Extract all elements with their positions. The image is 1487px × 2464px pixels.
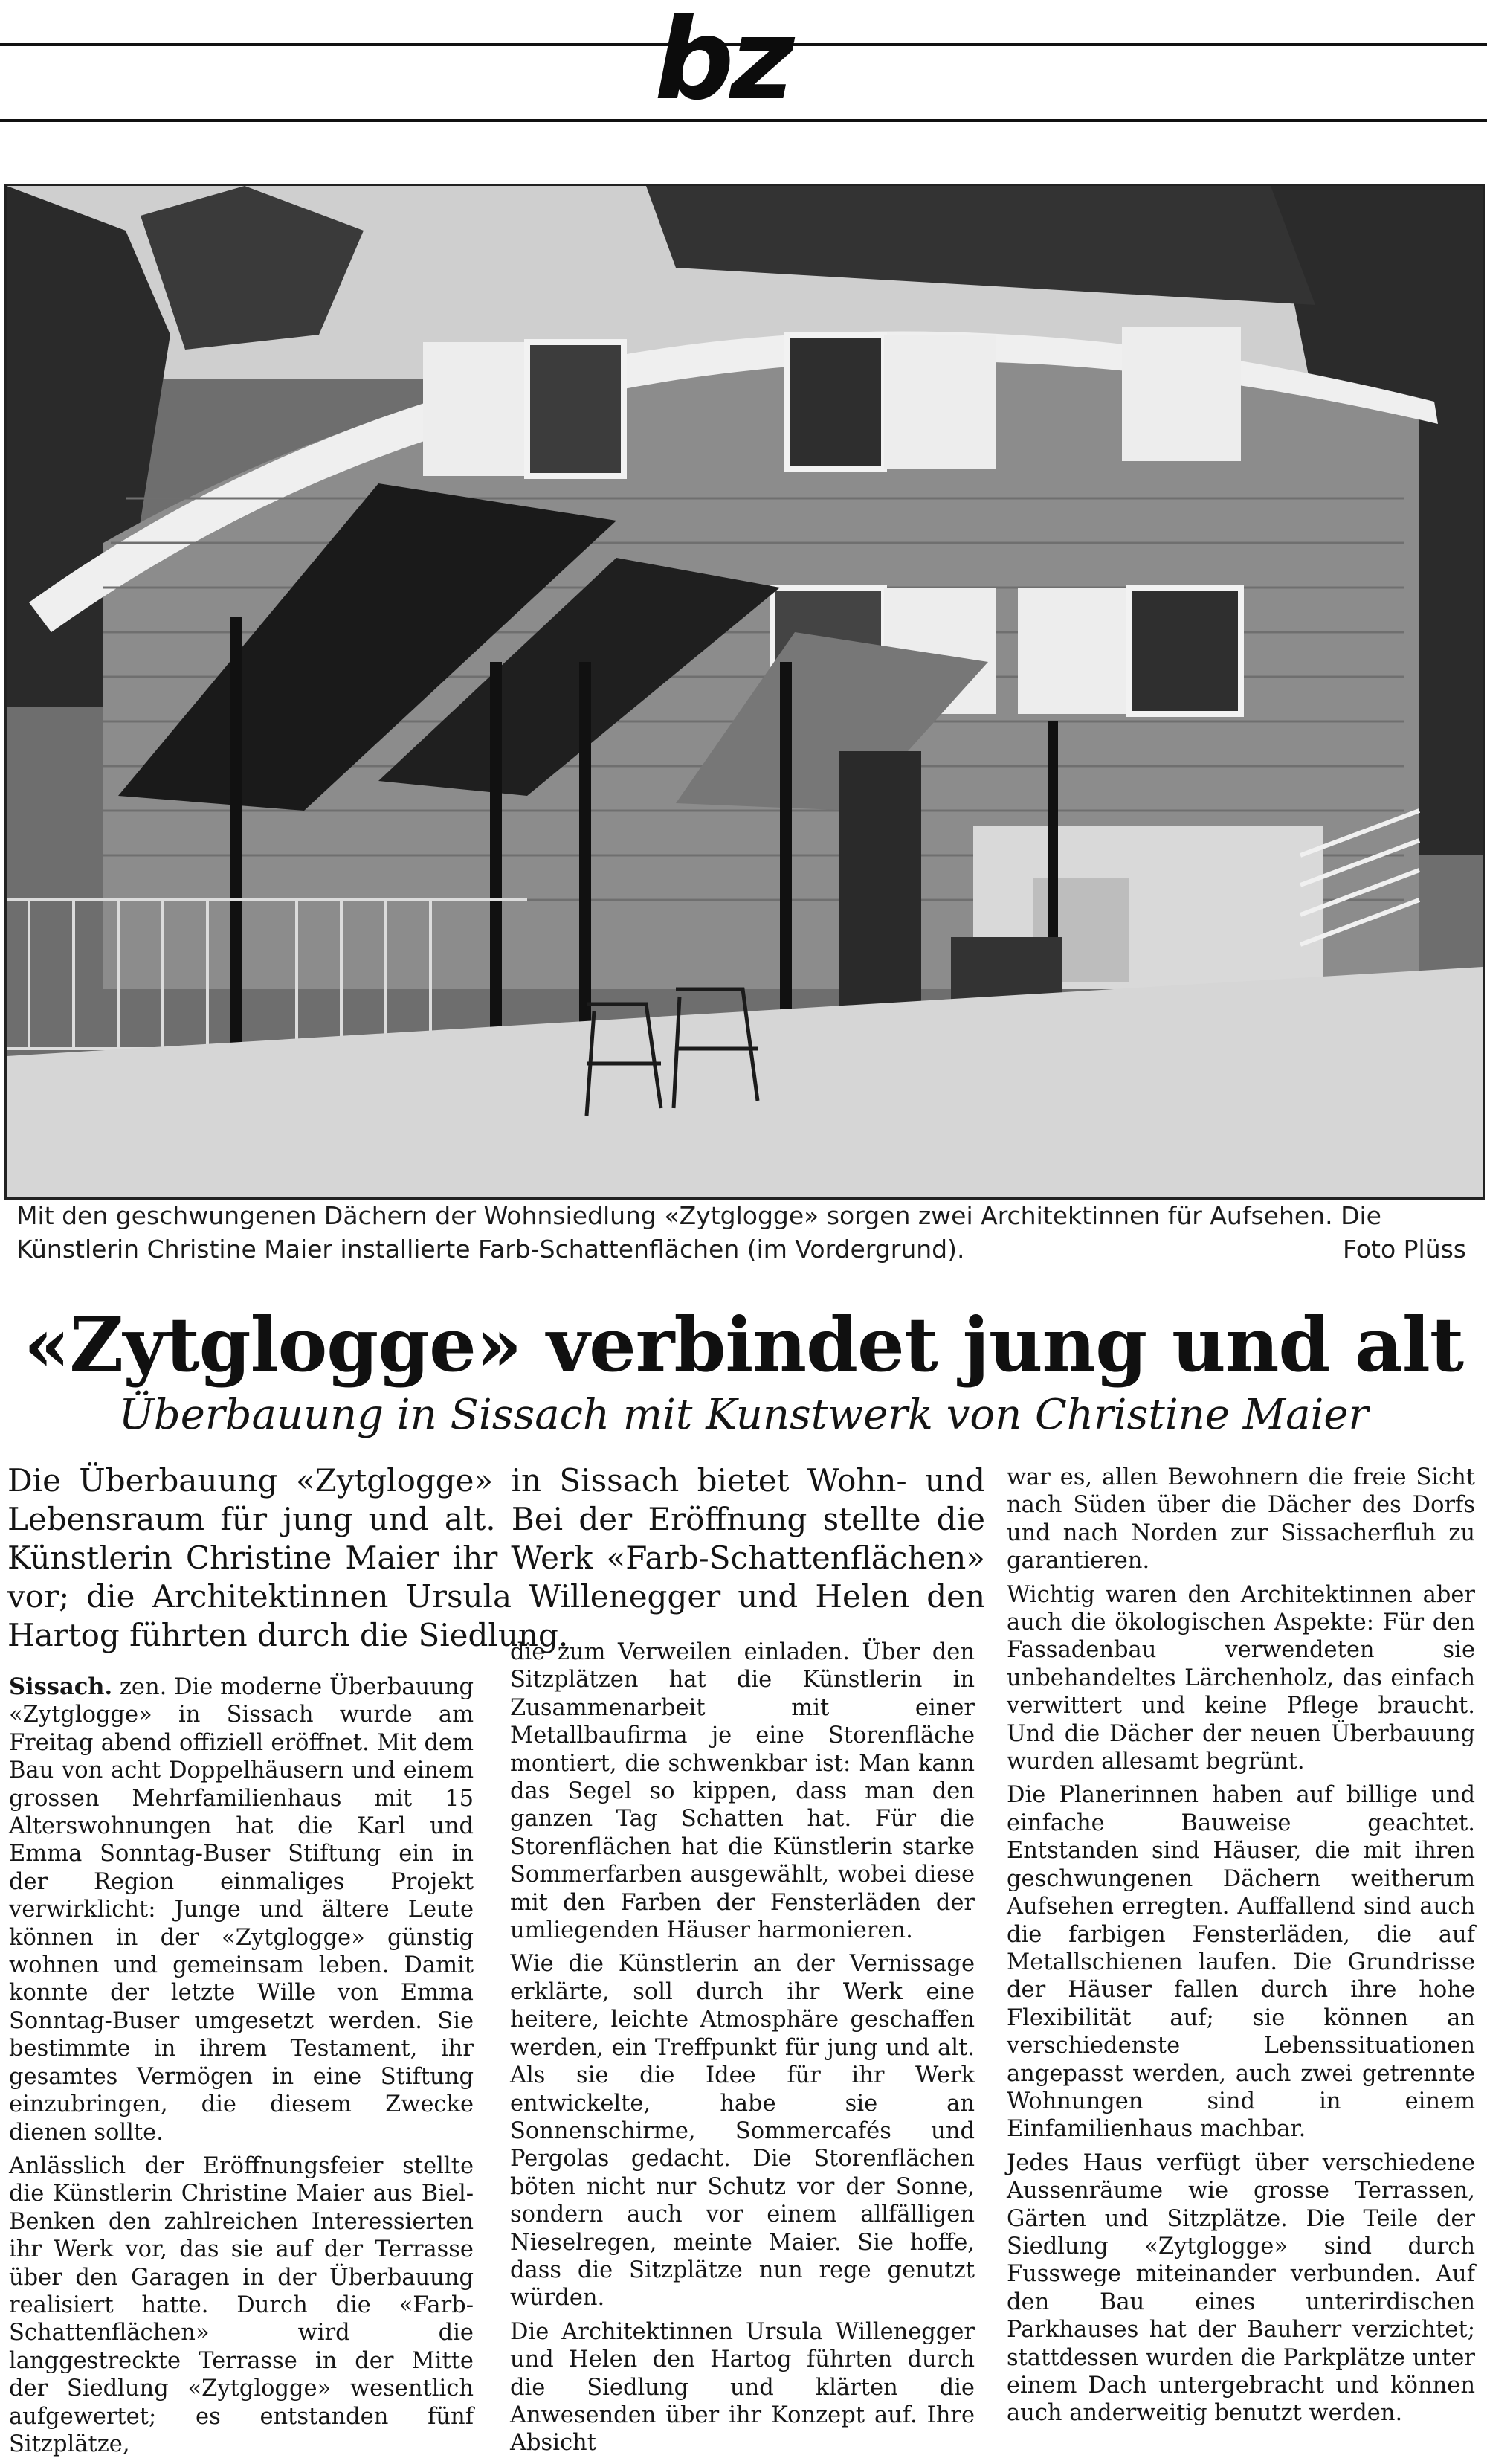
caption-text: Mit den geschwungenen Dächern der Wohnsiedlung «Zytglogge» sorgen zwei Architektinnen für Aufsehen. Die Künstlerin Christine Maier installierte Farb-Schattenflächen (im Vordergrund).	[16, 1201, 1381, 1264]
handwritten-note	[119, 0, 1160, 45]
paragraph-text: zen. Die moderne Überbauung «Zytglogge» in Sissach wurde am Freitag abend offiziell eröffnet. Mit dem Bau von acht Doppelhäusern und einem grossen Mehrfamilienhaus mit 15 Alterswohnungen hat die Karl und Emma Sonntag-Buser Stiftung ein in der Region einmaliges Projekt verwirklicht: Junge und ältere Leute können in der «Zytglogge» günstig wohnen und gemeinsam leben. Damit konnte der letzte Wille von Emma Sonntag-Buser umgesetzt werden. Sie bestimmte in ihrem Testament, ihr gesamtes Vermögen in eine Stiftung einzubringen, die diesem Zwecke dienen sollte.	[9, 1674, 474, 2146]
paragraph: war es, allen Bewohnern die freie Sicht nach Süden über die Dächer des Dorfs und nach Norden zur Sissacherfluh zu garantieren.	[1007, 1464, 1475, 1574]
house-photo-illustration	[7, 186, 1483, 1197]
article-photo	[4, 184, 1485, 1200]
article-column-2	[510, 1638, 975, 2463]
paragraph: Wichtig waren den Architektinnen aber auch die ökologischen Aspekte: Für den Fassadenbau verwendeten sie unbehandeltes Lärchenholz, das einfach verwittert und keine Pflege braucht. Und die Dächer der neuen Überbauung wurden allesamt begrünt.	[1007, 1581, 1475, 1775]
article-column-3	[1007, 1464, 1475, 2434]
photo-credit: Foto Plüss	[1343, 1235, 1466, 1264]
article-column-1	[9, 1673, 474, 2464]
paragraph: Die Planerinnen haben auf billige und einfache Bauweise geachtet. Entstanden sind Häuser, die mit ihren geschwungenen Dächern weitherum Aufsehen erregten. Auffallend sind auch die farbigen Fensterläden, die auf Metallschienen laufen. Die Grundrisse der Häuser fallen durch ihre hohe Flexibilität auf; sie können an verschiedenste Lebenssituationen angepasst werden, auch zwei getrennte Wohnungen sind in einem Einfamilienhaus machbar.	[1007, 1782, 1475, 2143]
paragraph: Die Architektinnen Ursula Willenegger und Helen den Hartog führten durch die Siedlung und klärten die Anwesenden über ihr Konzept auf. Ihre Absicht	[510, 2318, 975, 2457]
paragraph: Anlässlich der Eröffnungsfeier stellte die Künstlerin Christine Maier aus Biel-Benken den zahlreichen Interessierten ihr Werk vor, das sie auf der Terrasse über den Garagen in der Überbauung realisiert hatte. Durch die «Farb-Schattenflächen» wird die langgestreckte Terrasse in der Mitte der Siedlung «Zytglogge» wesentlich aufgewertet; es entstanden fünf Sitzplätze,	[9, 2152, 474, 2457]
photo-caption	[16, 1199, 1474, 1266]
dateline: Sissach.	[9, 1673, 113, 1700]
paragraph: die zum Verweilen einladen. Über den Sitzplätzen hat die Künstlerin in Zusammenarbeit mit einer Metallbaufirma je eine Storenfläche montiert, die schwenkbar ist: Man kann das Segel so kippen, dass man den ganzen Tag Schatten hat. Für die Storenflächen hat die Künstlerin starke Sommerfarben ausgewählt, wobei diese mit den Farben der Fensterläden der umliegenden Häuser harmonieren.	[510, 1639, 975, 1944]
paragraph: Wie die Künstlerin an der Vernissage erklärte, soll durch ihr Werk eine heitere, leichte Atmosphäre geschaffen werden, ein Treffpunkt für jung und alt. Als sie die Idee für ihr Werk entwickelte, habe sie an Sonnenschirme, Sommercafés und Pergolas gedacht. Die Storenflächen böten nicht nur Schutz vor der Sonne, sondern auch vor einem allfälligen Nieselregen, meinte Maier. Sie hoffe, dass die Sitzplätze nun rege genutzt würden.	[510, 1951, 975, 2312]
paragraph	[9, 1673, 474, 2146]
paragraph: Jedes Haus verfügt über verschiedene Aussenräume wie grosse Terrassen, Gärten und Sitzplätze. Die Teile der Siedlung «Zytglogge» sind durch Fusswege miteinander verbunden. Auf den Bau eines unterirdischen Parkhauses hat der Bauherr verzichtet; stattdessen wurden die Parkplätze unter einem Dach untergebracht und können auch anderweitig benutzt werden.	[1007, 2149, 1475, 2427]
subheadline: Überbauung in Sissach mit Kunstwerk von Christine Maier	[118, 1391, 1369, 1439]
masthead-logo: bz	[654, 0, 790, 125]
headline: «Zytglogge» verbindet jung und alt	[23, 1301, 1464, 1389]
lead-paragraph: Die Überbauung «Zytglogge» in Sissach bietet Wohn- und Lebensraum für jung und alt. Bei der Eröffnung stellte die Künstlerin Christine Maier ihr Werk «Farb-Schattenflächen» vor; die Architektinnen Ursula Willenegger und Helen den Hartog führten durch die Siedlung.	[7, 1462, 985, 1653]
